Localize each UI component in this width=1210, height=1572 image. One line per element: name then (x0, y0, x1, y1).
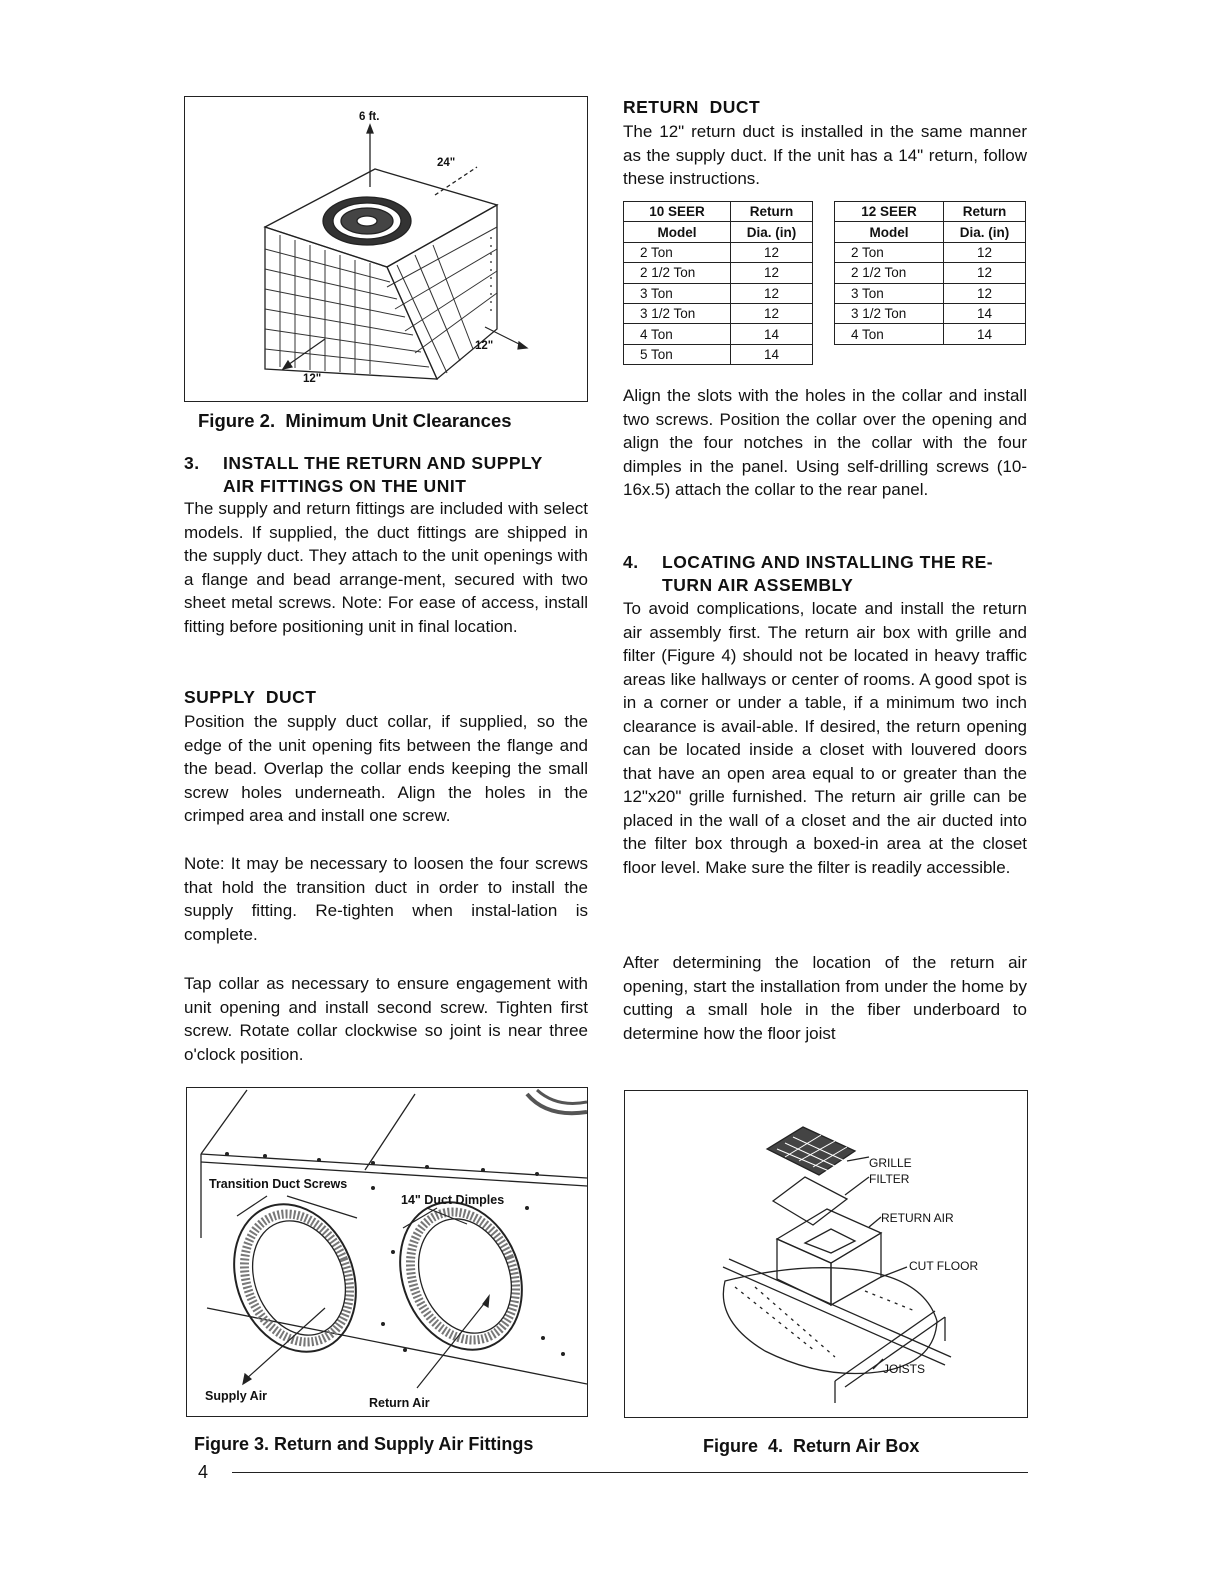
section-4-title-line2: TURN AIR ASSEMBLY (662, 575, 854, 595)
label-24in: 24" (437, 157, 456, 169)
figure-2-box (184, 96, 588, 402)
table-row (624, 242, 813, 262)
table-cell-model: 3 Ton (835, 283, 944, 303)
table-cell-model: 5 Ton (624, 344, 731, 364)
table-cell-dia: 14 (944, 324, 1026, 344)
table-cell-dia: 14 (944, 303, 1026, 323)
label-joists: JOISTS (883, 1362, 926, 1376)
section-3-body: The supply and return fittings are included with select models. If supplied, the duct fittings are shipped in the supply duct. They attach to the unit openings with a flange and bead arrange-ment, secured with two sheet metal screws. Note: For ease of access, install fitting before positioning unit in final location. (184, 499, 588, 636)
table-12-seer (834, 201, 1026, 345)
section-4-title-line1: LOCATING AND INSTALLING THE RE- (662, 552, 994, 572)
table-cell-model: 4 Ton (835, 324, 944, 344)
table-10-header-return: Return (731, 202, 813, 222)
table-cell-model: 3 1/2 Ton (624, 303, 731, 323)
table-cell-dia: 12 (731, 303, 813, 323)
table-cell-dia: 12 (731, 283, 813, 303)
table-cell-dia: 12 (944, 242, 1026, 262)
label-grille: GRILLE (869, 1156, 912, 1170)
fittings-illustration (187, 1088, 587, 1416)
table-row (835, 263, 1026, 283)
supply-duct-para3: Tap collar as necessary to ensure engagement with unit opening and install second screw. Tighten first screw. Rotate collar clockwise so joint is near three o'clock position. (184, 974, 588, 1064)
figure-4-box (624, 1090, 1028, 1418)
table-cell-model: 3 Ton (624, 283, 731, 303)
table-row (835, 303, 1026, 323)
table-row (835, 283, 1026, 303)
section-3-heading (184, 452, 590, 498)
table-cell-dia: 12 (731, 263, 813, 283)
table-cell-model: 3 1/2 Ton (835, 303, 944, 323)
table-cell-dia: 12 (944, 283, 1026, 303)
table-cell-model: 2 1/2 Ton (835, 263, 944, 283)
table-row (624, 324, 813, 344)
figure-2-caption: Figure 2. Minimum Unit Clearances (198, 410, 512, 431)
section-3-title-line2: AIR FITTINGS ON THE UNIT (223, 476, 467, 496)
label-12in-right: 12" (475, 340, 494, 352)
footer-rule (232, 1472, 1028, 1473)
label-6ft: 6 ft. (359, 111, 380, 123)
table-12-subheader-model: Model (835, 222, 944, 242)
supply-duct-para2: Note: It may be necessary to loosen the four screws that hold the transition duct in order to install the supply fitting. Re-tighten when instal-lation is complete. (184, 854, 588, 944)
return-duct-heading: RETURN DUCT (623, 97, 761, 117)
table-cell-model: 2 Ton (835, 242, 944, 262)
table-cell-model: 4 Ton (624, 324, 731, 344)
return-air-box-illustration (625, 1091, 1027, 1417)
table-10-subheader-model: Model (624, 222, 731, 242)
return-duct-after-table: Align the slots with the holes in the collar and install two screws. Position the collar over the opening and align the four notches in the collar with the four dimples in the panel. Using self-drilling screws (10-16x.5) attach the collar to the rear panel. (623, 386, 1027, 499)
figure-3-caption: Figure 3. Return and Supply Air Fittings (194, 1434, 534, 1454)
label-return-air: RETURN AIR (881, 1211, 954, 1225)
section-4-para1: To avoid complications, locate and install the return air assembly first. The return air box with grille and filter (Figure 4) should not be located in heavy traffic areas like hallways or center of rooms. A good spot is in a corner or under a table, if a minimum two inch clearance is avail-able. If desired, the return opening can be located inside a closet with louvered doors that have an open area equal to or greater than the 12"x20" grille furnished. The return air grille can be placed in the wall of a closet and the air ducted into the filter box through a boxed-in area at the closet floor level. Make sure the filter is readily accessible. (623, 599, 1027, 877)
section-4-number: 4. (623, 552, 639, 572)
supply-duct-para1: Position the supply duct collar, if supplied, so the edge of the unit opening fits between the flange and the bead. Overlap the collar ends keeping the small screw holes underneath. Align the holes in the crimped area and install one screw. (184, 712, 588, 825)
table-row (624, 303, 813, 323)
table-cell-model: 2 1/2 Ton (624, 263, 731, 283)
section-3-title-line1: INSTALL THE RETURN AND SUPPLY (223, 453, 543, 473)
table-cell-dia: 14 (731, 324, 813, 344)
table-12-header-return: Return (944, 202, 1026, 222)
label-return-air: Return Air (369, 1396, 430, 1410)
figure-4-caption: Figure 4. Return Air Box (703, 1436, 920, 1456)
supply-duct-heading: SUPPLY DUCT (184, 687, 317, 707)
table-10-subheader-dia: Dia. (in) (731, 222, 813, 242)
section-4-heading (623, 551, 1029, 597)
table-cell-dia: 12 (731, 242, 813, 262)
table-cell-model: 2 Ton (624, 242, 731, 262)
table-10-seer (623, 201, 813, 365)
table-10-header-model: 10 SEER (624, 202, 731, 222)
table-row (624, 283, 813, 303)
label-cut-floor: CUT FLOOR (909, 1259, 979, 1273)
table-row (624, 263, 813, 283)
table-12-subheader-dia: Dia. (in) (944, 222, 1026, 242)
section-4-para2: After determining the location of the return air opening, start the installation from under the home by cutting a small hole in the fiber underboard to determine how the floor joist (623, 953, 1027, 1043)
label-12in-front: 12" (303, 373, 322, 385)
table-row (624, 344, 813, 364)
return-duct-body: The 12" return duct is installed in the same manner as the supply duct. If the unit has a 14" return, follow these instructions. (623, 122, 1027, 188)
figure-3-box (186, 1087, 588, 1417)
label-duct-dimples: 14" Duct Dimples (401, 1193, 505, 1207)
label-filter: FILTER (869, 1172, 910, 1186)
label-supply-air: Supply Air (205, 1389, 268, 1403)
table-row (835, 324, 1026, 344)
table-cell-dia: 12 (944, 263, 1026, 283)
label-transition-duct-screws: Transition Duct Screws (209, 1177, 348, 1191)
unit-clearance-illustration (185, 97, 587, 401)
table-row (835, 242, 1026, 262)
section-3-number: 3. (184, 453, 200, 473)
page-number: 4 (198, 1462, 209, 1482)
table-12-header-model: 12 SEER (835, 202, 944, 222)
table-cell-dia: 14 (731, 344, 813, 364)
